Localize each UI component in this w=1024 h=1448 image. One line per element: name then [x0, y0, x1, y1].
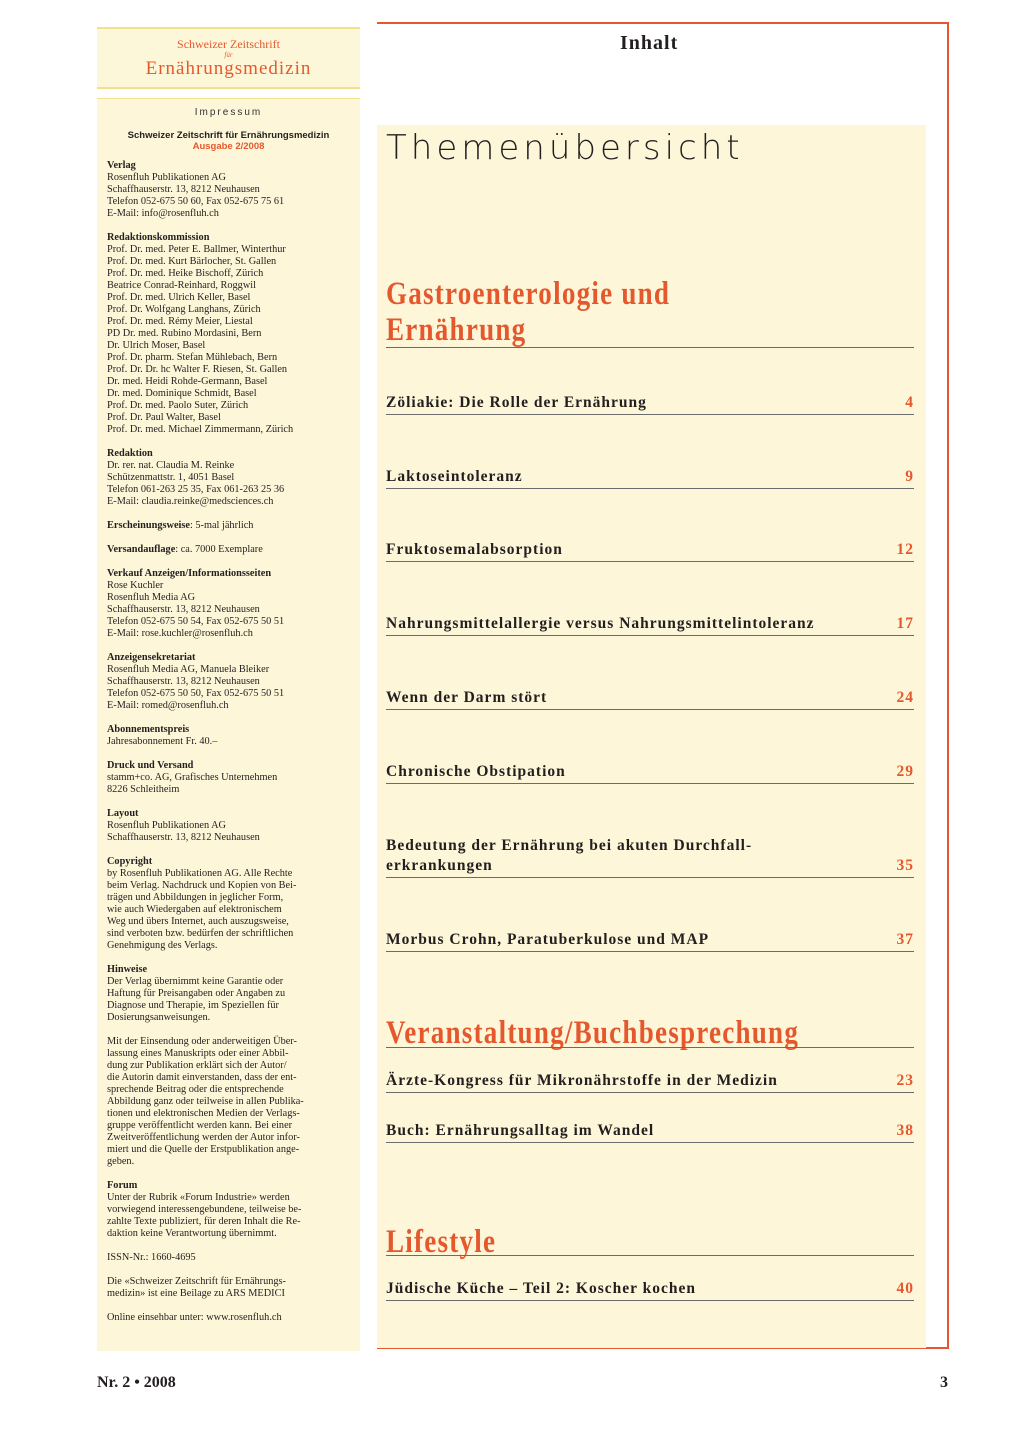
impressum-section [107, 232, 350, 436]
impressum-line: Prof. Dr. Dr. hc Walter F. Riesen, St. Gallen [107, 364, 288, 375]
toc-entry[interactable] [386, 540, 914, 562]
toc-entry[interactable] [386, 1121, 914, 1143]
impressum-section-heading: Abonnementspreis [107, 724, 190, 735]
toc-entry-title-line: Chronische Obstipation [386, 763, 566, 780]
impressum-section-heading: Erscheinungsweise [107, 520, 190, 531]
toc-entry[interactable] [386, 930, 914, 952]
impressum-section [107, 1312, 350, 1324]
page-number: 3 [940, 1374, 948, 1391]
impressum-line: Diagnose und Therapie, im Speziellen für [107, 1000, 279, 1011]
toc-entry[interactable] [386, 1071, 914, 1093]
impressum-section [107, 520, 350, 532]
toc-entry-title [386, 836, 752, 876]
toc-entry-title [386, 1071, 778, 1091]
masthead-logo [97, 27, 360, 89]
impressum-line: Prof. Dr. med. Paolo Suter, Zürich [107, 400, 249, 411]
toc-entry[interactable] [386, 688, 914, 710]
impressum-line: Haftung für Preisangaben oder Angaben zu [107, 988, 286, 999]
impressum-line: geben. [107, 1156, 135, 1167]
impressum-line: Rose Kuchler [107, 580, 164, 591]
impressum-section [107, 760, 350, 796]
impressum-section [107, 1252, 350, 1264]
impressum-section [107, 808, 350, 844]
impressum-line: Der Verlag übernimmt keine Garantie oder [107, 976, 284, 987]
impressum-section [107, 1180, 350, 1240]
impressum-line: medizin» ist eine Beilage zu ARS MEDICI [107, 1288, 285, 1299]
toc-entry-page: 12 [896, 541, 914, 558]
impressum-line: daktion keine Verantwortung übernimmt. [107, 1228, 277, 1239]
impressum-section-heading: Redaktion [107, 448, 153, 459]
impressum-line: sprechende Beitrag oder die entsprechende [107, 1084, 284, 1095]
toc-entry-title [386, 1279, 696, 1299]
toc-entry[interactable] [386, 762, 914, 784]
impressum-section [107, 652, 350, 712]
toc-entry-page: 9 [905, 468, 914, 485]
toc-entry-page: 40 [896, 1280, 914, 1297]
toc-entry-title-line: erkrankungen [386, 857, 493, 874]
toc-entry[interactable] [386, 614, 914, 636]
impressum-line: Schaffhauserstr. 13, 8212 Neuhausen [107, 184, 260, 195]
impressum-line: E-Mail: romed@rosenfluh.ch [107, 700, 229, 711]
toc-entry-title [386, 540, 563, 560]
impressum-line: Prof. Dr. med. Michael Zimmermann, Zürich [107, 424, 294, 435]
impressum-line: vorwiegend interessengebundene, teilweise be- [107, 1204, 302, 1215]
impressum-line: beim Verlag. Nachdruck und Kopien von Bei- [107, 880, 297, 891]
impressum-section [107, 544, 350, 556]
impressum-section [107, 568, 350, 640]
impressum-line: Jahresabonnement Fr. 40.– [107, 736, 218, 747]
impressum-line: zahlte Texte publiziert, für deren Inhalt die Re- [107, 1216, 301, 1227]
toc-entry-title [386, 762, 566, 782]
impressum-line: Schaffhauserstr. 13, 8212 Neuhausen [107, 832, 260, 843]
toc-section-rule [386, 1255, 914, 1256]
issue-number: Nr. 2 • 2008 [97, 1374, 176, 1391]
impressum-line: Dr. Ulrich Moser, Basel [107, 340, 206, 351]
toc-entry[interactable] [386, 1279, 914, 1301]
toc-entry[interactable] [386, 467, 914, 489]
impressum-line: Telefon 052-675 50 50, Fax 052-675 50 51 [107, 688, 285, 699]
impressum-line: Dr. rer. nat. Claudia M. Reinke [107, 460, 235, 471]
impressum-line: miert und die Quelle der Erstpublikation ange- [107, 1144, 300, 1155]
impressum-line: Prof. Dr. med. Ulrich Keller, Basel [107, 292, 251, 303]
toc-entry-page: 38 [896, 1122, 914, 1139]
toc-entry-page: 29 [896, 763, 914, 780]
impressum-line: Unter der Rubrik «Forum Industrie» werden [107, 1192, 290, 1203]
impressum-line: Telefon 052-675 50 54, Fax 052-675 50 51 [107, 616, 285, 627]
impressum-line: Weg und übers Internet, auch auszugsweise, [107, 916, 289, 927]
impressum-line: Dr. med. Heidi Rohde-Germann, Basel [107, 376, 268, 387]
impressum-section-heading: Redaktionskommission [107, 232, 210, 243]
impressum-section [107, 448, 350, 508]
impressum-line: Genehmigung des Verlags. [107, 940, 218, 951]
impressum-line: Beatrice Conrad-Reinhard, Roggwil [107, 280, 256, 291]
impressum-line: tionen und elektronischen Medien der Verlags- [107, 1108, 300, 1119]
impressum-heading: Impressum [194, 107, 263, 118]
toc-entry-title [386, 688, 547, 708]
impressum-section-heading: Druck und Versand [107, 760, 194, 771]
impressum-line: Dosierungsanweisungen. [107, 1012, 211, 1023]
impressum-sections [97, 152, 360, 1324]
toc-entry-title [386, 614, 815, 634]
impressum-line: trägen und Abbildungen in jeglicher Form, [107, 892, 284, 903]
toc-entry-title-line: Buch: Ernährungsalltag im Wandel [386, 1122, 655, 1139]
impressum-line: Abbildung ganz oder teilweise in allen Publika- [107, 1096, 304, 1107]
impressum-line: die Autorin damit einverstanden, dass der ent- [107, 1072, 297, 1083]
impressum-line: E-Mail: rose.kuchler@rosenfluh.ch [107, 628, 253, 639]
toc-entry-title-line: Morbus Crohn, Paratuberkulose und MAP [386, 931, 710, 948]
impressum-column [97, 98, 360, 1351]
impressum-line: sind verboten bzw. bedürfen der schriftlichen [107, 928, 294, 939]
impressum-line: Prof. Dr. med. Heike Bischoff, Zürich [107, 268, 264, 279]
impressum-line: Schaffhauserstr. 13, 8212 Neuhausen [107, 604, 260, 615]
impressum-line: Die «Schweizer Zeitschrift für Ernährungs- [107, 1276, 286, 1287]
impressum-line: Schützenmattstr. 1, 4051 Basel [107, 472, 235, 483]
impressum-line: Prof. Dr. med. Kurt Bärlocher, St. Gallen [107, 256, 277, 267]
toc-entry-title-line: Bedeutung der Ernährung bei akuten Durchfall- [386, 837, 753, 854]
toc-entry-page: 4 [905, 394, 914, 411]
impressum-line: Zweitveröffentlichung werden der Autor infor- [107, 1132, 300, 1143]
impressum-issue: Ausgabe 2/2008 [192, 141, 265, 152]
impressum-line: Rosenfluh Publikationen AG [107, 820, 226, 831]
toc-section-title-line: Ernährung [386, 312, 527, 348]
toc-entry-title [386, 393, 647, 413]
toc-section-title-line: Veranstaltung/Buchbesprechung [386, 1015, 800, 1051]
impressum-section-heading: Layout [107, 808, 139, 819]
impressum-section-heading: Verkauf Anzeigen/Informationsseiten [107, 568, 272, 579]
toc-entry-title [386, 467, 523, 487]
impressum-line: Rosenfluh Publikationen AG [107, 172, 226, 183]
toc-section-rule [386, 347, 914, 348]
impressum-title: Schweizer Zeitschrift für Ernährungsmedizin [127, 130, 330, 141]
toc-entry[interactable] [386, 393, 914, 415]
impressum-section [107, 964, 350, 1024]
impressum-line: ISSN-Nr.: 1660-4695 [107, 1252, 196, 1263]
impressum-line: Schaffhauserstr. 13, 8212 Neuhausen [107, 676, 260, 687]
impressum-line: Prof. Dr. med. Rémy Meier, Liestal [107, 316, 253, 327]
impressum-line: dung zur Publikation erklärt sich der Autor/ [107, 1060, 287, 1071]
impressum-section-inline: : ca. 7000 Exemplare [175, 544, 263, 555]
toc-entry-page: 37 [896, 931, 914, 948]
impressum-line: Prof. Dr. med. Peter E. Ballmer, Winterthur [107, 244, 286, 255]
impressum-section-heading: Hinweise [107, 964, 148, 975]
impressum-section [107, 160, 350, 220]
impressum-section [107, 856, 350, 952]
toc-entry-title [386, 930, 709, 950]
toc-section-title-line: Gastroenterologie und [386, 276, 671, 312]
impressum-line: E-Mail: claudia.reinke@medsciences.ch [107, 496, 274, 507]
impressum-line: Prof. Dr. pharm. Stefan Mühlebach, Bern [107, 352, 278, 363]
impressum-line: Telefon 052-675 50 60, Fax 052-675 75 61 [107, 196, 285, 207]
toc-section-title [386, 276, 670, 348]
impressum-section-heading: Copyright [107, 856, 153, 867]
toc-title: Themenübersicht [386, 128, 744, 168]
masthead-line3: Ernährungsmedizin [145, 58, 312, 79]
impressum-line: Prof. Dr. Wolfgang Langhans, Zürich [107, 304, 261, 315]
toc-section-title-line: Lifestyle [386, 1224, 497, 1260]
masthead-line1: Schweizer Zeitschrift [177, 37, 280, 51]
impressum-line: Telefon 061-263 25 35, Fax 061-263 25 36 [107, 484, 285, 495]
toc-entry-title-line: Jüdische Küche – Teil 2: Koscher kochen [386, 1280, 696, 1297]
impressum-line: PD Dr. med. Rubino Mordasini, Bern [107, 328, 262, 339]
toc-entry-title-line: Fruktosemalabsorption [386, 541, 563, 558]
toc-entry-title-line: Laktoseintoleranz [386, 468, 523, 485]
impressum-line: stamm+co. AG, Grafisches Unternehmen [107, 772, 278, 783]
impressum-line: E-Mail: info@rosenfluh.ch [107, 208, 219, 219]
impressum-line: by Rosenfluh Publikationen AG. Alle Rechte [107, 868, 293, 879]
impressum-line: 8226 Schleitheim [107, 784, 180, 795]
impressum-line: Dr. med. Dominique Schmidt, Basel [107, 388, 257, 399]
toc-entry-page: 35 [896, 857, 914, 874]
toc-entry-title-line: Zöliakie: Die Rolle der Ernährung [386, 394, 647, 411]
toc-entry-page: 24 [896, 689, 914, 706]
toc-section-title [386, 1015, 799, 1051]
impressum-section [107, 724, 350, 748]
toc-entry-page: 23 [896, 1072, 914, 1089]
toc-section-rule [386, 1047, 914, 1048]
masthead-line2: für [224, 51, 233, 59]
toc-entry-title-line: Ärzte-Kongress für Mikronährstoffe in der Medizin [386, 1072, 778, 1089]
impressum-section-heading: Forum [107, 1180, 138, 1191]
impressum-section-inline: : 5-mal jährlich [189, 520, 254, 531]
toc-entry-page: 17 [896, 615, 914, 632]
toc-entry-title-line: Wenn der Darm stört [386, 689, 548, 706]
impressum-line: lassung eines Manuskripts oder einer Abbil- [107, 1048, 289, 1059]
impressum-section-heading: Versandauflage [107, 544, 176, 555]
impressum-line: Prof. Dr. Paul Walter, Basel [107, 412, 221, 423]
toc-entry[interactable] [386, 836, 914, 878]
impressum-line: Online einsehbar unter: www.rosenfluh.ch [107, 1312, 282, 1323]
toc-entry-title [386, 1121, 654, 1141]
impressum-section [107, 1276, 350, 1300]
impressum-line: Mit der Einsendung oder anderweitigen Über- [107, 1036, 297, 1047]
toc-entry-title-line: Nahrungsmittelallergie versus Nahrungsmittelintoleranz [386, 615, 815, 632]
impressum-section [107, 1036, 350, 1168]
impressum-line: Rosenfluh Media AG [107, 592, 196, 603]
impressum-line: gruppe veröffentlicht werden kann. Bei einer [107, 1120, 293, 1131]
impressum-line: wie auch Wiedergaben auf elektronischem [107, 904, 282, 915]
impressum-section-heading: Anzeigensekretariat [107, 652, 196, 663]
impressum-line: Rosenfluh Media AG, Manuela Bleiker [107, 664, 270, 675]
page-section-label: Inhalt [620, 32, 679, 54]
impressum-section-heading: Verlag [107, 160, 136, 171]
